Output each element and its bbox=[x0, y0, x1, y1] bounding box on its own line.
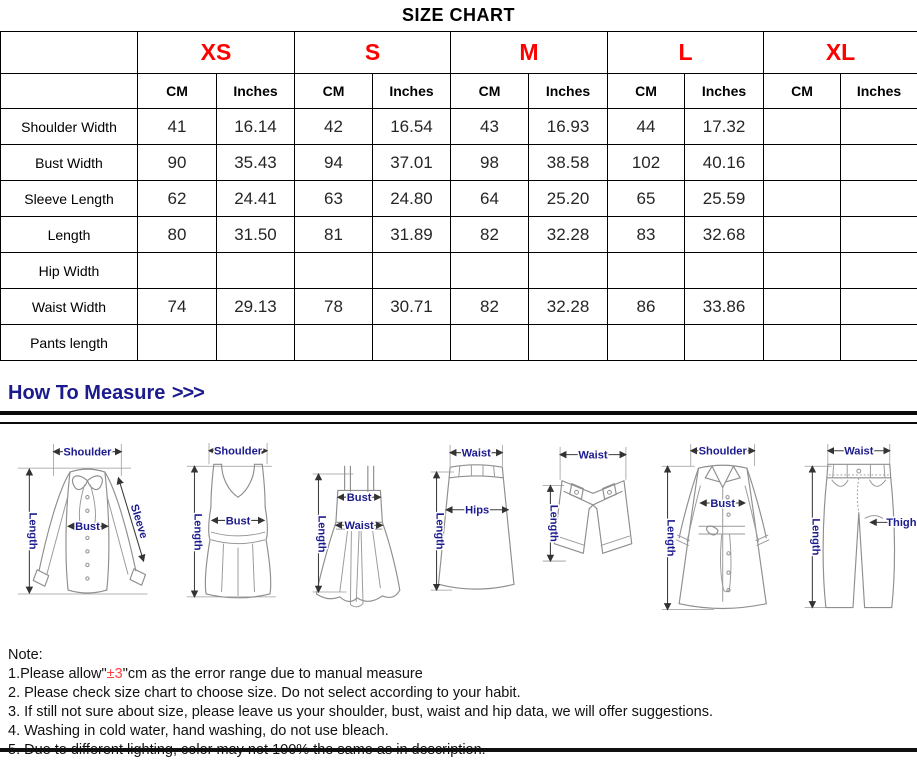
table-row bbox=[1, 289, 917, 325]
cell-value: 31.89 bbox=[373, 217, 451, 253]
cell-value: 82 bbox=[451, 289, 529, 325]
measure-label-shoulder: Shoulder bbox=[63, 447, 112, 459]
measure-label-hips: Hips bbox=[465, 505, 489, 517]
cell-value: 16.93 bbox=[529, 109, 608, 145]
unit-header-inches: Inches bbox=[529, 74, 608, 109]
cell-value: 16.54 bbox=[373, 109, 451, 145]
cell-value: 32.68 bbox=[685, 217, 764, 253]
cell-value bbox=[685, 325, 764, 361]
chevron-right-icons: >>> bbox=[171, 382, 203, 404]
measure-label-shoulder: Shoulder bbox=[698, 446, 747, 458]
cell-value: 33.86 bbox=[685, 289, 764, 325]
cell-value: 80 bbox=[138, 217, 217, 253]
section-divider bbox=[0, 411, 917, 424]
size-header-l: L bbox=[608, 32, 764, 74]
cell-value: 41 bbox=[138, 109, 217, 145]
how-to-measure-label: How To Measure bbox=[8, 382, 165, 404]
cell-value bbox=[373, 253, 451, 289]
cell-value: 83 bbox=[608, 217, 685, 253]
notes-section bbox=[0, 636, 917, 760]
cell-value bbox=[841, 217, 917, 253]
unit-header-cm: CM bbox=[764, 74, 841, 109]
cell-value: 25.59 bbox=[685, 181, 764, 217]
row-label: Sleeve Length bbox=[1, 181, 138, 217]
unit-header-row bbox=[1, 74, 917, 109]
cell-value bbox=[608, 325, 685, 361]
measure-label-bust: Bust bbox=[346, 492, 371, 504]
cell-value bbox=[529, 325, 608, 361]
unit-header-cm: CM bbox=[138, 74, 217, 109]
cell-value: 62 bbox=[138, 181, 217, 217]
table-row bbox=[1, 145, 917, 181]
cell-value: 31.50 bbox=[217, 217, 295, 253]
note-line-5: 5. Due to different lighting, color may not 100% the same as in description. bbox=[8, 741, 909, 760]
cell-value: 32.28 bbox=[529, 289, 608, 325]
row-label: Bust Width bbox=[1, 145, 138, 181]
cell-value bbox=[841, 109, 917, 145]
cell-value: 86 bbox=[608, 289, 685, 325]
cell-value bbox=[764, 145, 841, 181]
measure-label-length: Length bbox=[548, 505, 560, 542]
cell-value bbox=[764, 289, 841, 325]
page-title: SIZE CHART bbox=[0, 0, 917, 31]
measure-label-length: Length bbox=[433, 513, 445, 550]
cell-value bbox=[217, 325, 295, 361]
measure-label-length: Length bbox=[809, 518, 821, 555]
note-line-3: 3. If still not sure about size, please leave us your shoulder, bust, waist and hip data, we will offer suggestions. bbox=[8, 703, 909, 722]
cell-value bbox=[529, 253, 608, 289]
cell-value: 74 bbox=[138, 289, 217, 325]
cell-value: 35.43 bbox=[217, 145, 295, 181]
cell-value bbox=[138, 253, 217, 289]
cell-value: 78 bbox=[295, 289, 373, 325]
row-label: Pants length bbox=[1, 325, 138, 361]
measure-label-length: Length bbox=[664, 519, 676, 556]
measure-label-bust: Bust bbox=[710, 498, 735, 510]
unit-header-inches: Inches bbox=[685, 74, 764, 109]
cell-value: 44 bbox=[608, 109, 685, 145]
cell-value bbox=[295, 325, 373, 361]
cell-value: 94 bbox=[295, 145, 373, 181]
unit-header-inches: Inches bbox=[841, 74, 917, 109]
cell-value bbox=[841, 145, 917, 181]
coat-diagram bbox=[654, 434, 788, 632]
cell-value: 29.13 bbox=[217, 289, 295, 325]
row-label: Shoulder Width bbox=[1, 109, 138, 145]
cell-value: 65 bbox=[608, 181, 685, 217]
table-corner-cell bbox=[1, 32, 138, 74]
table-row bbox=[1, 181, 917, 217]
cell-value: 37.01 bbox=[373, 145, 451, 181]
cell-value bbox=[295, 253, 373, 289]
measure-label-waist: Waist bbox=[344, 520, 374, 532]
table-row bbox=[1, 217, 917, 253]
cell-value bbox=[451, 325, 529, 361]
size-header-xs: XS bbox=[138, 32, 295, 74]
size-header-m: M bbox=[451, 32, 608, 74]
cell-value bbox=[764, 253, 841, 289]
cell-value: 81 bbox=[295, 217, 373, 253]
skirt-diagram bbox=[423, 434, 528, 632]
bottom-divider bbox=[0, 748, 917, 752]
cell-value: 63 bbox=[295, 181, 373, 217]
measure-label-thigh: Thigh bbox=[886, 517, 916, 529]
cell-value bbox=[841, 181, 917, 217]
how-to-measure-heading bbox=[8, 381, 917, 405]
unit-header-inches: Inches bbox=[217, 74, 295, 109]
cell-value: 40.16 bbox=[685, 145, 764, 181]
dress-diagram bbox=[303, 434, 417, 632]
cell-value: 16.14 bbox=[217, 109, 295, 145]
cell-value: 24.41 bbox=[217, 181, 295, 217]
cell-value bbox=[764, 181, 841, 217]
measure-label-waist: Waist bbox=[461, 448, 491, 460]
measure-label-bust: Bust bbox=[75, 521, 100, 533]
size-chart-table bbox=[0, 31, 917, 361]
notes-heading: Note: bbox=[8, 646, 909, 665]
cell-value: 25.20 bbox=[529, 181, 608, 217]
cell-value bbox=[764, 109, 841, 145]
measure-label-length: Length bbox=[26, 513, 38, 550]
tank-top-diagram bbox=[179, 434, 297, 632]
cell-value: 32.28 bbox=[529, 217, 608, 253]
note-line-1: 1.Please allow"±3"cm as the error range due to manual measure bbox=[8, 665, 909, 684]
cell-value bbox=[217, 253, 295, 289]
unit-header-cm: CM bbox=[451, 74, 529, 109]
table-row bbox=[1, 325, 917, 361]
table-corner-cell-2 bbox=[1, 74, 138, 109]
cell-value bbox=[138, 325, 217, 361]
table-row bbox=[1, 109, 917, 145]
unit-header-cm: CM bbox=[608, 74, 685, 109]
blouse-diagram bbox=[10, 434, 173, 632]
row-label: Hip Width bbox=[1, 253, 138, 289]
measure-label-bust: Bust bbox=[225, 515, 250, 527]
cell-value bbox=[608, 253, 685, 289]
cell-value bbox=[764, 217, 841, 253]
note-line-2: 2. Please check size chart to choose size. Do not select according to your habit. bbox=[8, 684, 909, 703]
size-header-s: S bbox=[295, 32, 451, 74]
pants-diagram bbox=[793, 434, 917, 632]
shorts-diagram bbox=[533, 434, 647, 632]
note-red-tolerance: ±3 bbox=[107, 666, 123, 682]
measure-label-waist: Waist bbox=[579, 449, 609, 461]
size-header-row bbox=[1, 32, 917, 74]
note-line-4: 4. Washing in cold water, hand washing, do not use bleach. bbox=[8, 722, 909, 741]
measure-label-waist: Waist bbox=[844, 446, 874, 458]
unit-header-inches: Inches bbox=[373, 74, 451, 109]
table-row bbox=[1, 253, 917, 289]
cell-value: 102 bbox=[608, 145, 685, 181]
cell-value bbox=[764, 325, 841, 361]
cell-value bbox=[841, 289, 917, 325]
measure-label-length: Length bbox=[315, 515, 327, 552]
row-label: Waist Width bbox=[1, 289, 138, 325]
cell-value: 98 bbox=[451, 145, 529, 181]
row-label: Length bbox=[1, 217, 138, 253]
cell-value bbox=[685, 253, 764, 289]
measure-label-length: Length bbox=[191, 514, 203, 551]
cell-value bbox=[841, 325, 917, 361]
cell-value: 43 bbox=[451, 109, 529, 145]
measure-diagrams bbox=[0, 424, 917, 636]
measure-label-sleeve: Sleeve bbox=[128, 503, 150, 540]
cell-value: 90 bbox=[138, 145, 217, 181]
cell-value: 17.32 bbox=[685, 109, 764, 145]
cell-value: 24.80 bbox=[373, 181, 451, 217]
cell-value bbox=[373, 325, 451, 361]
cell-value: 38.58 bbox=[529, 145, 608, 181]
cell-value: 64 bbox=[451, 181, 529, 217]
measure-label-shoulder: Shoulder bbox=[214, 446, 263, 458]
cell-value: 42 bbox=[295, 109, 373, 145]
size-header-xl: XL bbox=[764, 32, 917, 74]
cell-value bbox=[841, 253, 917, 289]
cell-value: 82 bbox=[451, 217, 529, 253]
cell-value: 30.71 bbox=[373, 289, 451, 325]
cell-value bbox=[451, 253, 529, 289]
unit-header-cm: CM bbox=[295, 74, 373, 109]
